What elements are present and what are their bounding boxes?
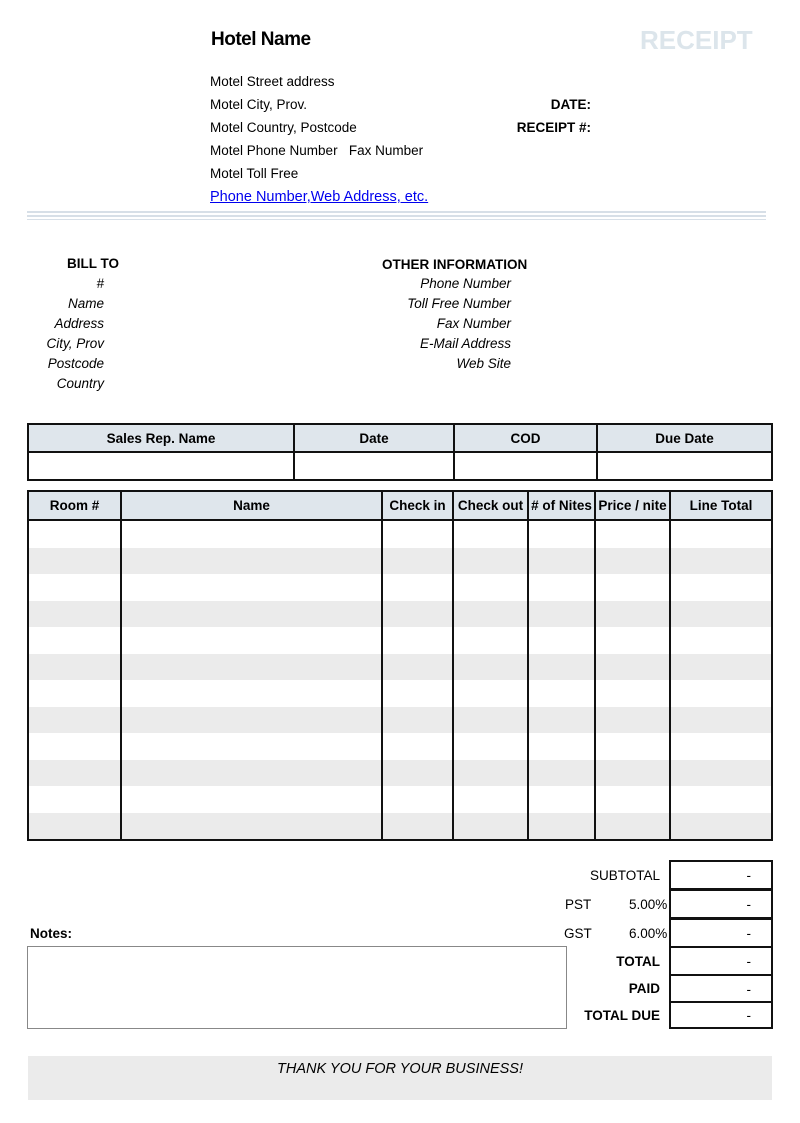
item-cell[interactable] [121, 760, 382, 787]
item-cell[interactable] [28, 601, 121, 628]
item-cell[interactable] [595, 654, 670, 681]
item-cell[interactable] [121, 574, 382, 601]
cod-cell[interactable] [454, 452, 597, 480]
gst-rate: 6.00% [629, 926, 668, 941]
subtotal-label: SUBTOTAL [589, 868, 660, 883]
item-cell[interactable] [670, 627, 772, 654]
bill-to-field: Address [54, 316, 104, 331]
item-cell[interactable] [528, 680, 595, 707]
item-cell[interactable] [382, 786, 453, 813]
notes-box[interactable] [27, 946, 567, 1029]
col-sales-rep: Sales Rep. Name [28, 424, 294, 452]
item-cell[interactable] [670, 654, 772, 681]
item-cell[interactable] [28, 654, 121, 681]
item-cell[interactable] [528, 707, 595, 734]
other-info-field: Fax Number [436, 316, 511, 331]
item-cell[interactable] [453, 813, 528, 841]
bill-to-field: Name [67, 296, 104, 311]
due-date-cell[interactable] [597, 452, 772, 480]
col-room: Room # [28, 491, 121, 520]
item-row [28, 707, 772, 734]
sales-info-table [27, 423, 773, 481]
address-line: Motel Country, Postcode [210, 120, 357, 135]
col-check-out: Check out [453, 491, 528, 520]
total-value: - [669, 946, 773, 976]
item-row [28, 813, 772, 841]
total-due-value: - [669, 1001, 773, 1029]
item-row [28, 733, 772, 760]
paid-value: - [669, 974, 773, 1003]
address-line: Motel Phone Number Fax Number [210, 143, 424, 158]
item-cell[interactable] [528, 574, 595, 601]
other-info-field: Web Site [456, 356, 511, 371]
col-date: Date [294, 424, 454, 452]
item-cell[interactable] [595, 707, 670, 734]
col-price: Price / nite [595, 491, 670, 520]
gst-value: - [669, 918, 773, 948]
receipt-number-label: RECEIPT #: [516, 120, 591, 135]
item-row [28, 548, 772, 575]
item-cell[interactable] [595, 520, 670, 548]
item-cell[interactable] [121, 707, 382, 734]
item-cell[interactable] [528, 627, 595, 654]
item-cell[interactable] [595, 601, 670, 628]
item-row [28, 786, 772, 813]
divider [27, 215, 766, 217]
item-cell[interactable] [453, 520, 528, 548]
item-cell[interactable] [453, 760, 528, 787]
item-cell[interactable] [382, 760, 453, 787]
address-line: Motel Toll Free [210, 166, 299, 181]
item-cell[interactable] [28, 786, 121, 813]
item-cell[interactable] [528, 733, 595, 760]
item-cell[interactable] [382, 654, 453, 681]
item-row [28, 627, 772, 654]
document-title: RECEIPT [640, 25, 753, 55]
item-cell[interactable] [670, 680, 772, 707]
item-cell[interactable] [382, 627, 453, 654]
item-cell[interactable] [528, 520, 595, 548]
item-cell[interactable] [595, 760, 670, 787]
item-cell[interactable] [453, 654, 528, 681]
divider [27, 219, 766, 220]
col-due-date: Due Date [597, 424, 772, 452]
subtotal-value: - [669, 860, 773, 890]
item-cell[interactable] [28, 733, 121, 760]
item-cell[interactable] [670, 601, 772, 628]
item-cell[interactable] [595, 574, 670, 601]
item-cell[interactable] [28, 520, 121, 548]
bill-to-field: City, Prov [46, 336, 104, 351]
pst-value: - [669, 889, 773, 919]
col-name: Name [121, 491, 382, 520]
gst-label: GST [564, 926, 592, 941]
item-cell[interactable] [121, 733, 382, 760]
item-cell[interactable] [595, 627, 670, 654]
address-line: Motel City, Prov. [210, 97, 308, 112]
item-cell[interactable] [382, 733, 453, 760]
item-cell[interactable] [528, 654, 595, 681]
item-cell[interactable] [670, 574, 772, 601]
item-cell[interactable] [528, 786, 595, 813]
item-cell[interactable] [670, 813, 772, 841]
item-cell[interactable] [382, 520, 453, 548]
item-cell[interactable] [453, 627, 528, 654]
pst-label: PST [565, 897, 592, 912]
notes-label: Notes: [30, 926, 73, 941]
total-label: TOTAL [616, 954, 660, 969]
pst-rate: 5.00% [629, 897, 668, 912]
item-cell[interactable] [121, 654, 382, 681]
bill-to-field: # [96, 276, 104, 291]
item-row [28, 654, 772, 681]
item-cell[interactable] [28, 813, 121, 841]
paid-label: PAID [628, 981, 660, 996]
item-cell[interactable] [595, 680, 670, 707]
bill-to-field: Postcode [47, 356, 104, 371]
col-cod: COD [454, 424, 597, 452]
item-cell[interactable] [595, 733, 670, 760]
items-table [27, 490, 773, 841]
item-cell[interactable] [453, 733, 528, 760]
item-cell[interactable] [453, 548, 528, 575]
date-label: DATE: [550, 97, 591, 112]
other-info-field: E-Mail Address [419, 336, 511, 351]
col-line-total: Line Total [670, 491, 772, 520]
item-cell[interactable] [453, 601, 528, 628]
contact-link[interactable]: Phone Number,Web Address, etc. [210, 189, 429, 205]
item-cell[interactable] [595, 548, 670, 575]
item-cell[interactable] [670, 548, 772, 575]
item-cell[interactable] [28, 680, 121, 707]
item-cell[interactable] [28, 760, 121, 787]
item-row [28, 680, 772, 707]
bill-to-field: Country [56, 376, 104, 391]
other-info-field: Phone Number [420, 276, 511, 291]
item-row [28, 574, 772, 601]
item-cell[interactable] [670, 707, 772, 734]
item-cell[interactable] [121, 680, 382, 707]
item-cell[interactable] [382, 813, 453, 841]
item-cell[interactable] [121, 548, 382, 575]
item-cell[interactable] [121, 601, 382, 628]
item-cell[interactable] [28, 574, 121, 601]
item-cell[interactable] [453, 680, 528, 707]
item-cell[interactable] [528, 601, 595, 628]
item-cell[interactable] [121, 520, 382, 548]
bill-to-title: BILL TO [67, 256, 120, 271]
hotel-name: Hotel Name [211, 29, 311, 50]
item-cell[interactable] [382, 601, 453, 628]
item-cell[interactable] [528, 548, 595, 575]
item-cell[interactable] [670, 786, 772, 813]
item-cell[interactable] [382, 680, 453, 707]
item-cell[interactable] [453, 707, 528, 734]
item-row [28, 520, 772, 548]
item-row [28, 601, 772, 628]
date-cell[interactable] [294, 452, 454, 480]
item-cell[interactable] [121, 627, 382, 654]
item-cell[interactable] [121, 786, 382, 813]
item-cell[interactable] [595, 813, 670, 841]
item-cell[interactable] [670, 520, 772, 548]
item-row [28, 760, 772, 787]
item-cell[interactable] [382, 548, 453, 575]
item-cell[interactable] [453, 574, 528, 601]
sales-rep-cell[interactable] [28, 452, 294, 480]
total-due-label: TOTAL DUE [584, 1008, 660, 1023]
col-nites: # of Nites [528, 491, 595, 520]
item-cell[interactable] [382, 574, 453, 601]
col-check-in: Check in [382, 491, 453, 520]
item-cell[interactable] [595, 786, 670, 813]
item-cell[interactable] [121, 813, 382, 841]
divider [27, 211, 766, 213]
item-cell[interactable] [528, 813, 595, 841]
item-cell[interactable] [453, 786, 528, 813]
item-cell[interactable] [28, 707, 121, 734]
address-line: Motel Street address [210, 74, 335, 89]
item-cell[interactable] [670, 760, 772, 787]
item-cell[interactable] [528, 760, 595, 787]
item-cell[interactable] [28, 548, 121, 575]
other-info-field: Toll Free Number [407, 296, 511, 311]
item-cell[interactable] [28, 627, 121, 654]
thank-you-banner: THANK YOU FOR YOUR BUSINESS! [28, 1056, 772, 1100]
other-info-title: OTHER INFORMATION [382, 257, 528, 272]
item-cell[interactable] [670, 733, 772, 760]
item-cell[interactable] [382, 707, 453, 734]
